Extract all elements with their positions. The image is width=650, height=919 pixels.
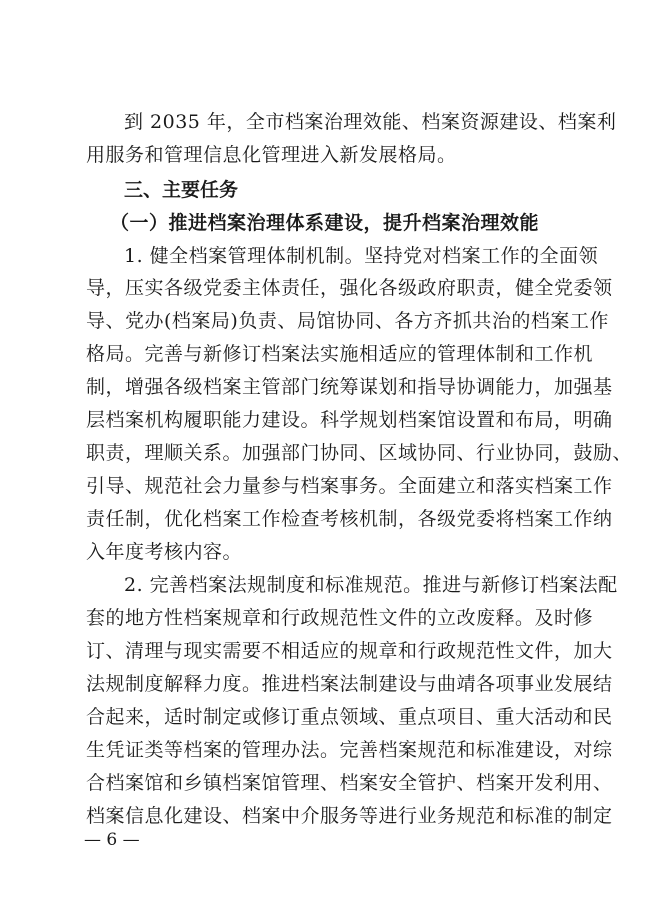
item1-line-4: 格局。完善与新修订档案法实施相适应的管理体制和工作机 [86,343,594,365]
item1-line-6: 层档案机构履职能力建设。科学规划档案馆设置和布局，明确 [86,409,613,431]
item2-line-8: 档案信息化建设、档案中介服务等进行业务规范和标准的制定 [86,805,613,827]
item2-line-6: 生凭证类等档案的管理办法。完善档案规范和标准建设，对综 [86,739,613,761]
item1-line-10: 入年度考核内容。 [86,541,243,563]
intro-line-1: 到 2035 年，全市档案治理效能、档案资源建设、档案利 [124,111,617,133]
item2-line-1: 2. 完善档案法规制度和标准规范。推进与新修订档案法配 [124,574,618,596]
page-number: — 6 — [84,830,140,850]
item1-line-3: 导、党办(档案局)负责、局馆协同、各方齐抓共治的档案工作 [86,310,609,332]
item2-line-5: 合起来，适时制定或修订重点领域、重点项目、重大活动和民 [86,706,613,728]
intro-line-2: 用服务和管理信息化管理进入新发展格局。 [86,144,457,166]
item1-line-7: 职责，理顺关系。加强部门协同、区域协同、行业协同，鼓励、 [86,442,633,464]
item1-line-1: 1. 健全档案管理体制机制。坚持党对档案工作的全面领 [124,245,599,267]
item2-line-7: 合档案馆和乡镇档案馆管理、档案安全管护、档案开发利用、 [86,772,613,794]
item1-line-5: 制，增强各级档案主管部门统筹谋划和指导协调能力，加强基 [86,376,613,398]
section-heading: 三、主要任务 [124,179,239,201]
item2-line-2: 套的地方性档案规章和行政规范性文件的立改废释。及时修 [86,607,594,629]
subsection-heading: （一）推进档案治理体系建设，提升档案治理效能 [110,212,540,234]
item2-line-4: 法规制度解释力度。推进档案法制建设与曲靖各项事业发展结 [86,673,613,695]
item1-line-9: 责任制，优化档案工作检查考核机制，各级党委将档案工作纳 [86,508,613,530]
item1-line-2: 导，压实各级党委主体责任，强化各级政府职责，健全党委领 [86,277,613,299]
item1-line-8: 引导、规范社会力量参与档案事务。全面建立和落实档案工作 [86,475,613,497]
item2-line-3: 订、清理与现实需要不相适应的规章和行政规范性文件，加大 [86,640,613,662]
